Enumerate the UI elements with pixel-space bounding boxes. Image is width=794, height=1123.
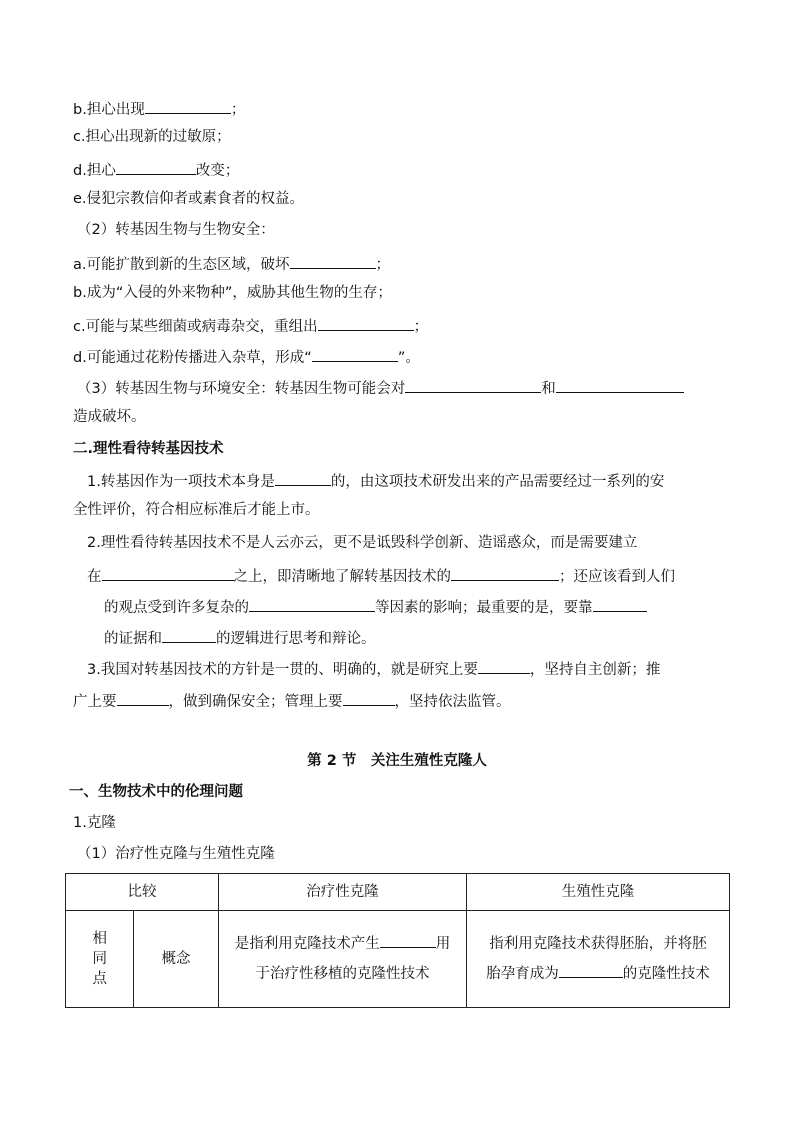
heading-biosafety: （2）转基因生物与生物安全： <box>77 222 275 238</box>
item-e: e.侵犯宗教信仰者或素食者的权益。 <box>73 191 305 207</box>
item-d: d.担心 改变； <box>73 157 239 182</box>
blank[interactable] <box>275 468 331 486</box>
blank[interactable] <box>405 375 541 393</box>
lesson-title: 第 2 节 关注生殖性克隆人 <box>307 753 487 769</box>
heading-environment: （3）转基因生物与环境安全：转基因生物可能会对 和 <box>77 375 684 400</box>
comparison-table <box>65 873 730 1008</box>
section-title-rational: 二.理性看待转基因技术 <box>73 441 224 457</box>
para-1-cont: 全性评价，符合相应标准后才能上市。 <box>73 502 320 518</box>
para-1: 1.转基因作为一项技术本身是 的，由这项技术研发出来的产品需要经过一系列的安 <box>87 468 664 493</box>
blank[interactable] <box>162 625 216 643</box>
blank[interactable] <box>290 251 376 269</box>
item-b: b.担心出现 ； <box>73 96 245 121</box>
para-3-cont: 广上要 ，做到确保安全；管理上要 ，坚持依法监管。 <box>73 688 511 713</box>
item-c: c.担心出现新的过敏原； <box>73 129 231 145</box>
para-3: 3.我国对转基因技术的方针是一贯的、明确的，就是研究上要 ，坚持自主创新；推 <box>87 656 660 681</box>
para-2-line2: 在 之上，即清晰地了解转基因技术的 ；还应该看到人们 <box>87 563 675 588</box>
blank[interactable] <box>145 96 231 114</box>
blank[interactable] <box>380 930 436 948</box>
header-reproductive: 生殖性克隆 <box>467 874 730 911</box>
header-therapeutic: 治疗性克隆 <box>219 874 467 911</box>
blank[interactable] <box>559 960 623 978</box>
table-header-row <box>66 874 730 911</box>
blank[interactable] <box>312 344 398 362</box>
heading-environment-cont: 造成破坏。 <box>73 409 146 425</box>
blank[interactable] <box>478 656 530 674</box>
heading-cloning: 1.克隆 <box>73 815 116 831</box>
item-c2: c.可能与某些细菌或病毒杂交，重组出 ； <box>73 313 428 338</box>
row-label-concept: 概念 <box>134 911 219 1008</box>
para-2-line3: 的观点受到许多复杂的 等因素的影响；最重要的是，要靠 <box>104 594 647 619</box>
item-d2: d.可能通过花粉传播进入杂草，形成“ ”。 <box>73 344 420 369</box>
heading-ethics: 一、生物技术中的伦理问题 <box>69 784 243 800</box>
item-b2: b.成为“入侵的外来物种”，威胁其他生物的生存； <box>73 285 392 301</box>
table-row <box>66 911 730 1008</box>
blank[interactable] <box>117 688 169 706</box>
blank[interactable] <box>116 157 196 175</box>
header-compare: 比较 <box>66 874 219 911</box>
cell-reproductive-concept: 指利用克隆技术获得胚胎，并将胚 胎孕育成为 的克隆性技术 <box>467 911 730 1008</box>
blank[interactable] <box>556 375 684 393</box>
blank[interactable] <box>318 313 414 331</box>
blank[interactable] <box>102 563 234 581</box>
cell-therapeutic-concept: 是指利用克隆技术产生 用 于治疗性移植的克隆性技术 <box>219 911 467 1008</box>
row-group-same: 相同点 <box>66 911 134 1008</box>
blank[interactable] <box>343 688 395 706</box>
blank[interactable] <box>249 594 375 612</box>
item-a2: a.可能扩散到新的生态区域，破坏 ； <box>73 251 390 276</box>
blank[interactable] <box>451 563 559 581</box>
heading-clone-types: （1）治疗性克隆与生殖性克隆 <box>77 846 275 862</box>
para-2: 2.理性看待转基因技术不是人云亦云，更不是诋毁科学创新、造谣惑众，而是需要建立 <box>87 535 638 551</box>
para-2-line4: 的证据和 的逻辑进行思考和辩论。 <box>104 625 376 650</box>
blank[interactable] <box>593 594 647 612</box>
